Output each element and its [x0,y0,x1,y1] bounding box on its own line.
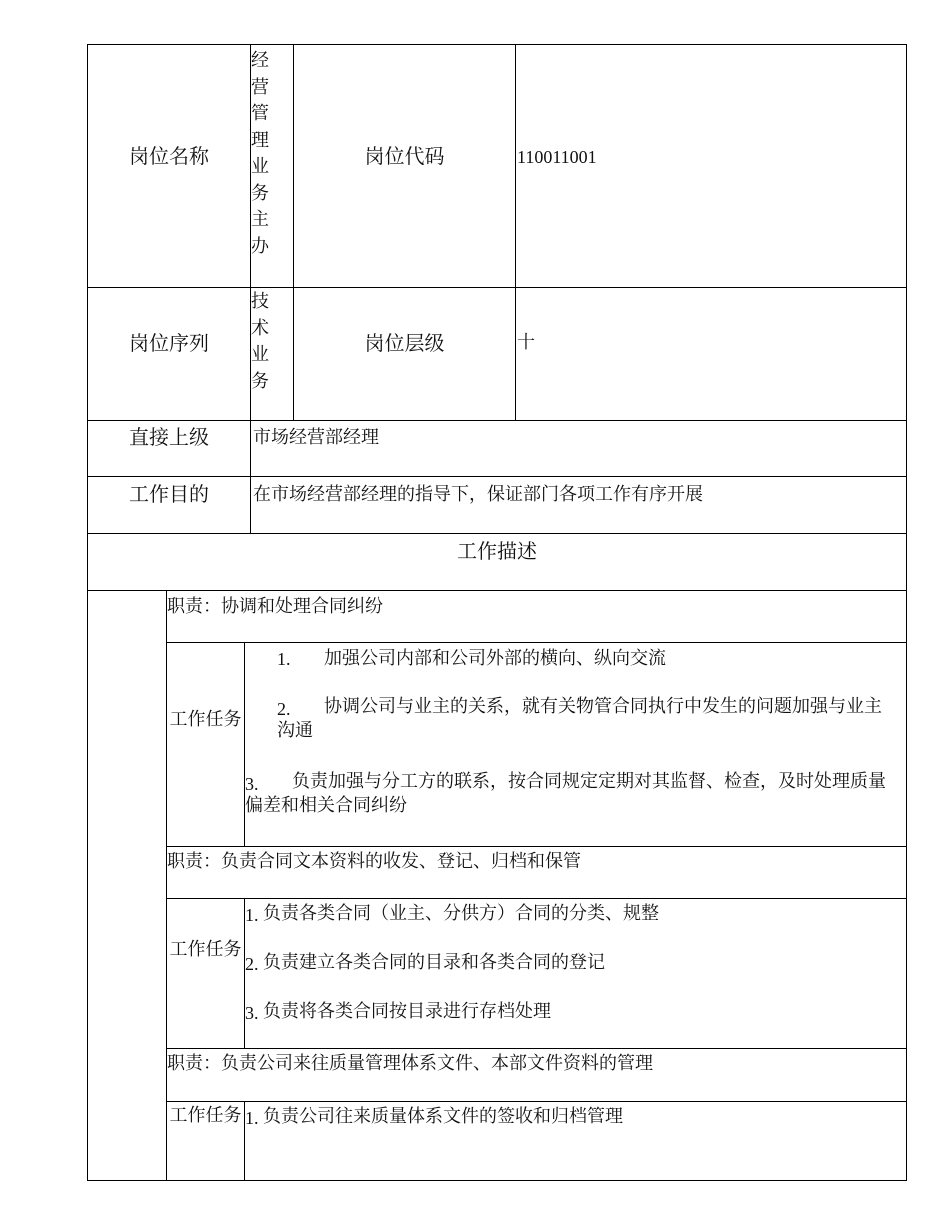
col-divider [166,590,167,1181]
task-number: 2. [245,954,259,974]
row-divider [166,846,907,847]
col-divider [293,44,294,421]
task-label: 工作任务 [169,709,242,730]
task-number: 1. [277,649,291,669]
position-name-label: 岗位名称 [129,144,209,168]
duty-title: 职责：负责合同文本资料的收发、登记、归档和保管 [167,851,581,872]
task-text: 负责加强与分工方的联系，按合同规定定期对其监督、检查，及时处理质量偏差和相关合同纠纷 [245,771,886,816]
supervisor-value: 市场经营部经理 [253,427,379,448]
task-number: 3. [245,1003,259,1023]
row-divider [87,533,907,534]
section-title: 工作描述 [457,539,537,563]
task-text: 负责将各类合同按目录进行存档处理 [263,1001,551,1022]
duty-title: 职责：协调和处理合同纠纷 [167,596,383,617]
duty-title: 职责：负责公司来往质量管理体系文件、本部文件资料的管理 [167,1053,653,1074]
row-divider [87,476,907,477]
supervisor-label: 直接上级 [129,425,209,449]
border-left [87,44,88,1181]
task-text: 负责各类合同（业主、分供方）合同的分类、规整 [263,903,659,924]
task-text: 负责公司往来质量体系文件的签收和归档管理 [263,1106,623,1127]
position-name-value: 经营管理业务主办 [251,50,269,257]
task-number: 1. [245,1108,259,1128]
position-level-label: 岗位层级 [364,331,445,355]
row-divider [166,642,907,643]
border-top [87,44,907,45]
task-number: 2. [277,699,291,719]
task-text: 负责建立各类合同的目录和各类合同的登记 [263,952,605,973]
task-label: 工作任务 [169,939,242,960]
position-series-label: 岗位序列 [129,331,209,355]
task-number: 3. [245,774,259,794]
row-divider [87,287,907,288]
row-divider [87,590,907,591]
task-text: 协调公司与业主的关系，就有关物管合同执行中发生的问题加强与业主沟通 [277,696,882,741]
position-level-value: 十 [517,332,535,353]
position-code-label: 岗位代码 [364,144,445,168]
col-divider [515,44,516,421]
row-divider [166,898,907,899]
task-text: 加强公司内部和公司外部的横向、纵向交流 [324,648,666,669]
border-right [906,44,907,1181]
row-divider [166,1048,907,1049]
purpose-value: 在市场经营部经理的指导下，保证部门各项工作有序开展 [253,484,703,505]
task-number: 1. [245,905,259,925]
row-divider [87,420,907,421]
position-series-value: 技术业务 [251,291,269,392]
border-bottom [87,1180,907,1181]
purpose-label: 工作目的 [129,482,209,506]
position-code-value: 110011001 [517,147,597,167]
task-label: 工作任务 [169,1105,242,1126]
row-divider [166,1101,907,1102]
